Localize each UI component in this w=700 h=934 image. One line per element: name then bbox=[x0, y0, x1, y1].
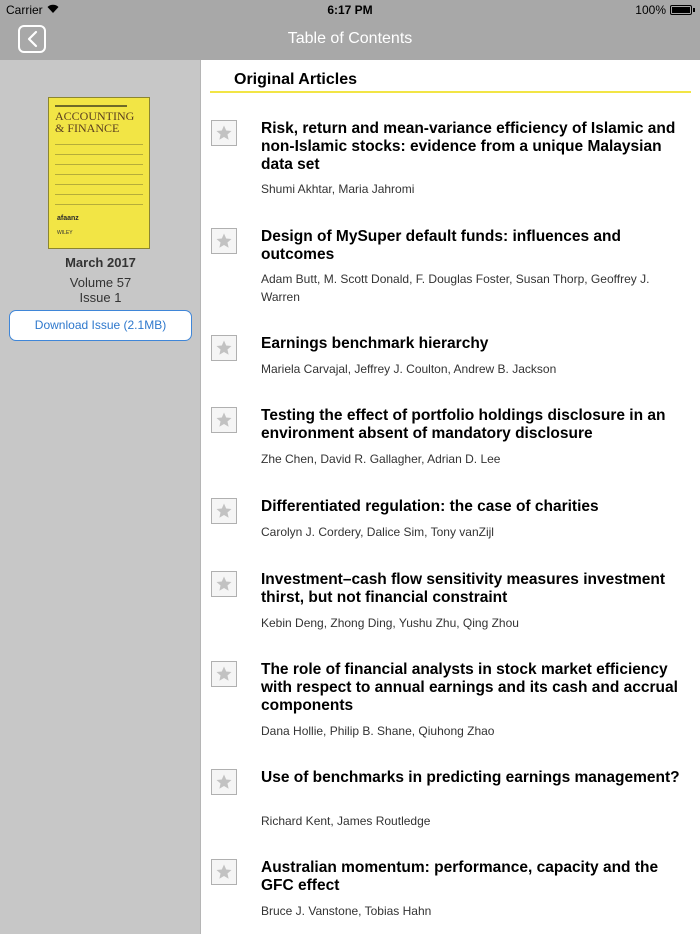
article-title[interactable]: Risk, return and mean-variance efficiency of Islamic and non-Islamic stocks: evidence from a unique Malaysian data set bbox=[261, 120, 676, 173]
article-title[interactable]: Design of MySuper default funds: influences and outcomes bbox=[261, 228, 621, 263]
favorite-star-button[interactable] bbox=[211, 335, 237, 361]
article-authors: Adam Butt, M. Scott Donald, F. Douglas Foster, Susan Thorp, Geoffrey J. Warren bbox=[261, 272, 650, 304]
article-authors: Dana Hollie, Philip B. Shane, Qiuhong Zhao bbox=[261, 724, 495, 738]
issue-sidebar bbox=[0, 60, 201, 934]
issue-cover-image[interactable] bbox=[48, 97, 150, 249]
star-icon bbox=[215, 411, 233, 429]
favorite-star-button[interactable] bbox=[211, 571, 237, 597]
cover-rule bbox=[55, 174, 143, 175]
article-title[interactable]: Differentiated regulation: the case of charities bbox=[261, 498, 599, 515]
star-icon bbox=[215, 124, 233, 142]
star-icon bbox=[215, 339, 233, 357]
article-authors: Bruce J. Vanstone, Tobias Hahn bbox=[261, 904, 432, 918]
article-title[interactable]: Earnings benchmark hierarchy bbox=[261, 335, 489, 352]
cover-band bbox=[55, 105, 127, 107]
status-time: 6:17 PM bbox=[327, 3, 373, 17]
battery-icon bbox=[670, 5, 692, 15]
table-of-contents bbox=[202, 60, 700, 934]
favorite-star-button[interactable] bbox=[211, 498, 237, 524]
page-title: Table of Contents bbox=[287, 30, 413, 47]
cover-rule bbox=[55, 204, 143, 205]
cover-title bbox=[55, 110, 134, 134]
section-title: Original Articles bbox=[234, 71, 357, 88]
cover-rule bbox=[55, 144, 143, 145]
article-title[interactable]: Testing the effect of portfolio holdings disclosure in an environment absent of mandatory disclosure bbox=[261, 407, 666, 442]
favorite-star-button[interactable] bbox=[211, 661, 237, 687]
star-icon bbox=[215, 863, 233, 881]
cover-rule bbox=[55, 164, 143, 165]
article-authors: Carolyn J. Cordery, Dalice Sim, Tony vanZijl bbox=[261, 525, 494, 539]
cover-rule bbox=[55, 154, 143, 155]
section-divider bbox=[210, 91, 691, 93]
article-title[interactable]: The role of financial analysts in stock market efficiency with respect to annual earnings and its cash and accrual components bbox=[261, 661, 678, 714]
cover-publisher: WILEY bbox=[57, 230, 73, 236]
favorite-star-button[interactable] bbox=[211, 859, 237, 885]
favorite-star-button[interactable] bbox=[211, 769, 237, 795]
cover-rule bbox=[55, 184, 143, 185]
favorite-star-button[interactable] bbox=[211, 407, 237, 433]
cover-logo: afaanz bbox=[57, 215, 79, 222]
star-icon bbox=[215, 232, 233, 250]
article-authors: Kebin Deng, Zhong Ding, Yushu Zhu, Qing Zhou bbox=[261, 616, 519, 630]
issue-number: Issue 1 bbox=[79, 290, 122, 305]
nav-bar bbox=[0, 20, 700, 60]
battery-nub bbox=[693, 8, 695, 12]
cover-rule bbox=[55, 194, 143, 195]
cover-title-line2: & FINANCE bbox=[55, 121, 120, 135]
article-title[interactable]: Investment–cash flow sensitivity measures investment thirst, but not financial constraint bbox=[261, 571, 666, 606]
status-bar bbox=[0, 0, 700, 20]
favorite-star-button[interactable] bbox=[211, 120, 237, 146]
star-icon bbox=[215, 575, 233, 593]
download-issue-button[interactable]: Download Issue (2.1MB) bbox=[9, 310, 192, 341]
cover-title-line1: ACCOUNTING bbox=[55, 109, 135, 123]
battery-percent: 100% bbox=[635, 3, 666, 17]
article-authors: Zhe Chen, David R. Gallagher, Adrian D. Lee bbox=[261, 452, 501, 466]
issue-date: March 2017 bbox=[65, 255, 136, 270]
article-authors: Richard Kent, James Routledge bbox=[261, 814, 431, 828]
carrier-label: Carrier bbox=[6, 3, 43, 17]
article-authors: Shumi Akhtar, Maria Jahromi bbox=[261, 182, 415, 196]
star-icon bbox=[215, 502, 233, 520]
article-title[interactable]: Use of benchmarks in predicting earnings management? bbox=[261, 769, 680, 786]
issue-volume: Volume 57 bbox=[69, 275, 132, 290]
article-authors: Mariela Carvajal, Jeffrey J. Coulton, Andrew B. Jackson bbox=[261, 362, 557, 376]
favorite-star-button[interactable] bbox=[211, 228, 237, 254]
star-icon bbox=[215, 773, 233, 791]
article-title[interactable]: Australian momentum: performance, capacity and the GFC effect bbox=[261, 859, 659, 894]
star-icon bbox=[215, 665, 233, 683]
